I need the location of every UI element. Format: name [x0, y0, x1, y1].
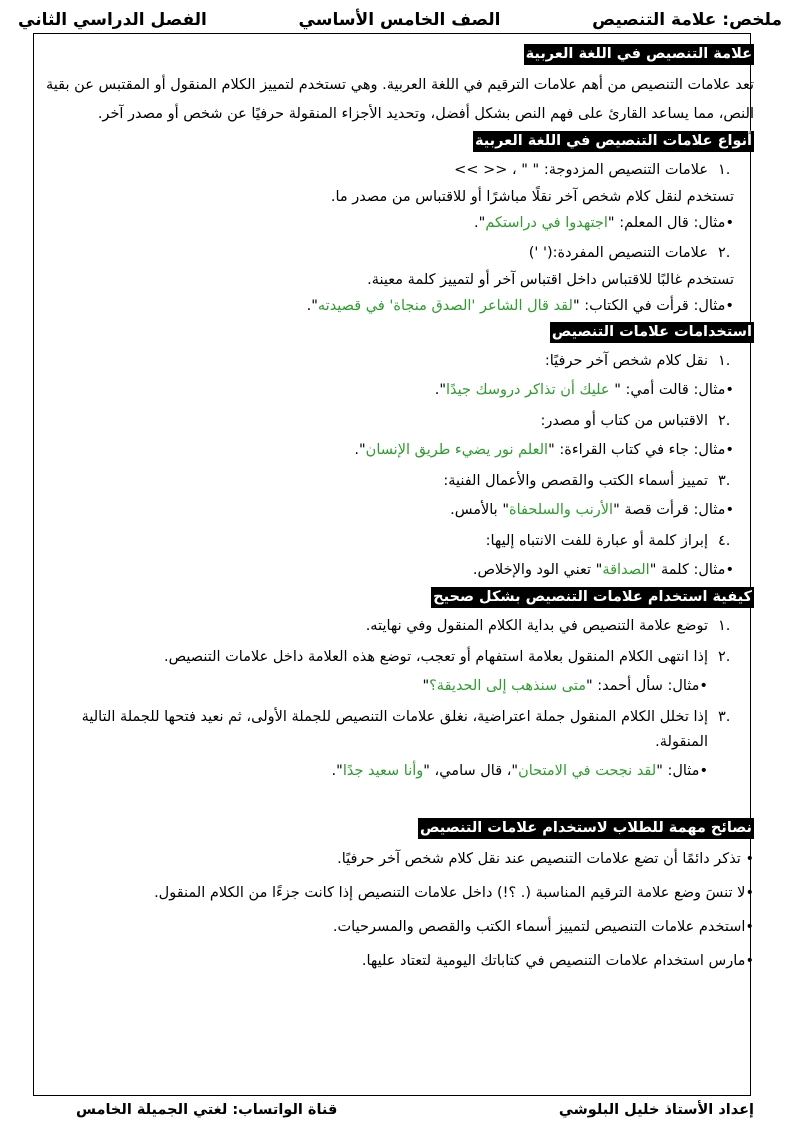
- section-heading-types: أنواع علامات التنصيص في اللغة العربية: [473, 131, 754, 152]
- item-number: .٣: [718, 473, 731, 489]
- section-heading-row: [46, 44, 754, 65]
- section-heading-row: [46, 131, 754, 152]
- example-suffix: ".: [434, 382, 447, 398]
- page-header: [18, 6, 782, 34]
- example-line: [46, 378, 734, 403]
- example-prefix: •مثال: قرأت في الكتاب: ": [572, 298, 734, 314]
- example-line: [46, 211, 734, 235]
- item-label: تمييز أسماء الكتب والقصص والأعمال الفنية:: [443, 473, 708, 489]
- item-label: علامات التنصيص المزدوجة: " " ، << >>: [454, 162, 708, 178]
- example-suffix: ".: [331, 763, 343, 779]
- example-line: [46, 498, 734, 523]
- example-line: [46, 558, 734, 583]
- example-quote: عليك أن تذاكر دروسك جيدًا: [446, 382, 615, 398]
- list-item: [46, 705, 734, 755]
- example-prefix: •مثال: جاء في كتاب القراءة: ": [548, 442, 734, 458]
- example-quote: الصداقة: [602, 562, 650, 578]
- example-quote: متى سنذهب إلى الحديقة؟: [429, 678, 586, 694]
- example-line: [46, 438, 734, 463]
- item-description: تستخدم لنقل كلام شخص آخر نقلًا مباشرًا أو للاقتباس من مصدر ما.: [330, 189, 734, 205]
- footer-author: إعداد الأستاذ خليل البلوشي: [558, 1102, 754, 1118]
- item-number: .١: [718, 162, 731, 178]
- footer-channel: قناة الواتساب: لغتي الجميلة الخامس: [76, 1102, 338, 1118]
- example-quote: وأنا سعيد جدًا: [342, 763, 424, 779]
- section-heading-row: [46, 322, 754, 343]
- item-number: .٤: [718, 533, 731, 549]
- page-content: [46, 44, 754, 975]
- item-number: .١: [718, 353, 731, 369]
- list-item: [46, 614, 734, 639]
- item-label: توضع علامة التنصيص في بداية الكلام المنقول وفي نهايته.: [365, 618, 708, 634]
- item-label: نقل كلام شخص آخر حرفيًا:: [544, 353, 708, 369]
- tip-item: •لا تنسَ وضع علامة الترقيم المناسبة (. ؟!) داخل علامات التنصيص إذا كانت جزءًا من الكلام المنقول.: [154, 885, 754, 901]
- item-label: علامات التنصيص المفردة:(' '): [528, 245, 708, 261]
- example-quote: لقد قال الشاعر 'الصدق منجاة' في قصيدته: [317, 298, 573, 314]
- item-number: .٣: [718, 709, 731, 725]
- spacer: [46, 784, 754, 818]
- section-heading-row: [46, 818, 754, 839]
- example-suffix: ".: [354, 442, 366, 458]
- example-line: [46, 674, 708, 699]
- example-prefix: •مثال: سأل أحمد: ": [585, 678, 708, 694]
- intro-paragraph: تعد علامات التنصيص من أهم علامات الترقيم في اللغة العربية. وهي تستخدم لتمييز الكلام المنقول أو المقتبس عن بقية النص، مما يساعد القارئ على فهم النص بشكل أفضل، وتحديد الأجزاء المنقولة حرفيًا عن شخص أو مصدر آخر.: [46, 77, 754, 122]
- example-line: [46, 759, 708, 784]
- example-prefix: •مثال: قرأت قصة ": [613, 502, 734, 518]
- section-heading-uses: استخدامات علامات التنصيص: [550, 322, 754, 343]
- example-suffix: " تعني الود والإخلاص.: [472, 562, 603, 578]
- example-line: [46, 294, 734, 318]
- item-number: .٢: [718, 413, 731, 429]
- example-prefix: •مثال: ": [656, 763, 708, 779]
- item-label: الاقتباس من كتاب أو مصدر:: [540, 413, 708, 429]
- example-prefix: •مثال: قالت أمي: ": [614, 382, 734, 398]
- list-item: [46, 529, 734, 554]
- tip-item: • تذكر دائمًا أن تضع علامات التنصيص عند نقل كلام شخص آخر حرفيًا.: [337, 851, 754, 867]
- item-number: .٢: [718, 245, 731, 261]
- item-label: إذا تخلل الكلام المنقول جملة اعتراضية، نغلق علامات التنصيص للجملة الأولى، ثم نعيد فتحها للجملة التالية المنقولة.: [81, 709, 708, 750]
- item-label: إبراز كلمة أو عبارة للفت الانتباه إليها:: [485, 533, 708, 549]
- list-item: [46, 469, 734, 494]
- example-quote: اجتهدوا في دراستكم: [485, 215, 608, 231]
- example-suffix: " بالأمس.: [450, 502, 509, 518]
- example-quote: العلم نور يضيء طريق الإنسان: [365, 442, 549, 458]
- item-number: .٢: [718, 649, 731, 665]
- header-summary-title: ملخص: علامة التنصيص: [592, 10, 782, 30]
- item-number: .١: [718, 618, 731, 634]
- section-heading-intro: علامة التنصيص في اللغة العربية: [524, 44, 754, 65]
- section-heading-tips: نصائح مهمة للطلاب لاستخدام علامات التنصيص: [418, 818, 754, 839]
- example-suffix: ": [422, 678, 430, 694]
- list-item: [46, 409, 734, 434]
- tip-item: •مارس استخدام علامات التنصيص في كتاباتك اليومية لتعتاد عليها.: [361, 953, 754, 969]
- list-item: [46, 349, 734, 374]
- item-label: إذا انتهى الكلام المنقول بعلامة استفهام أو تعجب، توضع هذه العلامة داخل علامات التنصيص.: [164, 649, 708, 665]
- example-suffix: ".: [306, 298, 318, 314]
- header-semester: الفصل الدراسي الثاني: [18, 10, 207, 30]
- example-middle: "، قال سامي، ": [423, 763, 519, 779]
- list-item: [46, 241, 734, 266]
- section-heading-row: [46, 587, 754, 608]
- tip-item: •استخدم علامات التنصيص لتمييز أسماء الكتب والقصص والمسرحيات.: [332, 919, 754, 935]
- list-item: [46, 158, 734, 183]
- example-prefix: •مثال: قال المعلم: ": [607, 215, 734, 231]
- example-quote: الأرنب والسلحفاة: [509, 502, 614, 518]
- section-heading-correct-usage: كيفية استخدام علامات التنصيص بشكل صحيح: [431, 587, 754, 608]
- example-prefix: •مثال: كلمة ": [649, 562, 734, 578]
- list-item: [46, 645, 734, 670]
- page-footer: [76, 1099, 754, 1121]
- example-suffix: ".: [474, 215, 486, 231]
- header-grade: الصف الخامس الأساسي: [298, 10, 501, 30]
- example-quote: لقد نجحت في الامتحان: [518, 763, 657, 779]
- item-description: تستخدم غالبًا للاقتباس داخل اقتباس آخر أو لتمييز كلمة معينة.: [367, 272, 734, 288]
